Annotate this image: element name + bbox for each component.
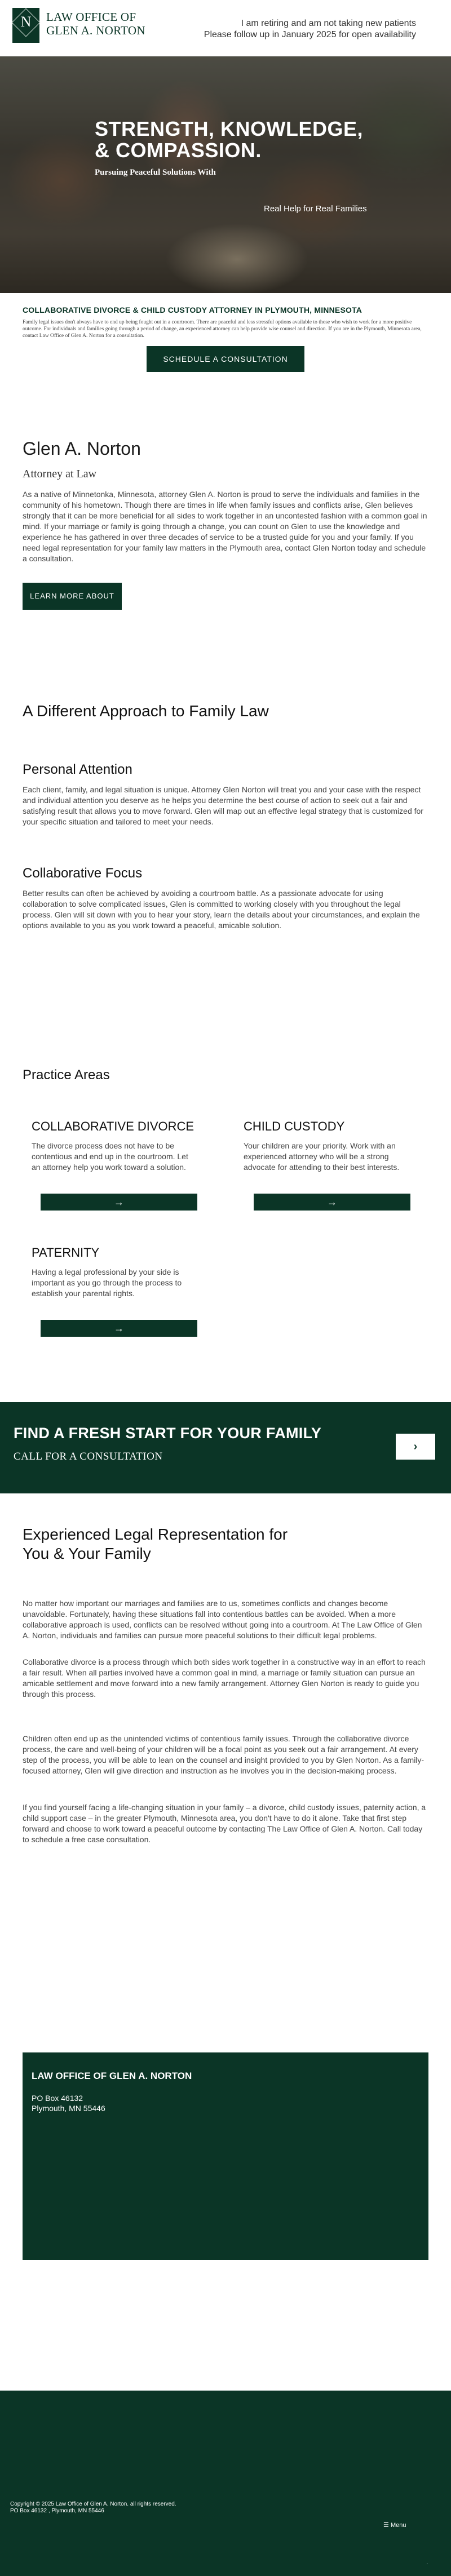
office-address-line-1: PO Box 46132 <box>32 2094 83 2103</box>
hero-title-line-1: STRENGTH, KNOWLEDGE, <box>95 117 363 140</box>
learn-more-button[interactable]: LEARN MORE ABOUT GLEN <box>23 583 122 610</box>
chevron-right-icon: › <box>413 1440 418 1453</box>
practice-card-title: PATERNITY <box>32 1245 100 1260</box>
logo-text[interactable] <box>46 10 145 37</box>
intro-title: COLLABORATIVE DIVORCE & CHILD CUSTODY ATTORNEY IN PLYMOUTH, MINNESOTA <box>23 305 362 314</box>
experienced-paragraph-1: No matter how important our marriages and families are to us, sometimes conflicts and changes become unavoidable. Fortunately, having these situations fall into contentious battles can be avoided. When a more collaborative approach is used, conflicts can be resolved without going into a courtroom. At The Law Office of Glen A. Norton, individuals and families can pursue more peaceful solutions to their difficult legal problems. <box>23 1599 422 1640</box>
menu-icon: ☰ <box>383 2522 389 2529</box>
intro-text: Family legal issues don't always have to end up being fought out in a courtroom. There are peaceful and less stressful options available to those who wish to work for a more positive outcome. For individuals and families going through a period of change, an experienced attorney can help provide wise counsel and direction. If you are in the Plymouth, Minnesota area, contact Law Office of Glen A. Norton for a consultation. <box>23 320 422 339</box>
hero-title-line-2: & COMPASSION. <box>95 139 262 162</box>
experienced-title-line-2: You & Your Family <box>23 1545 151 1562</box>
bio-name: Glen A. Norton <box>23 438 141 459</box>
paternity-arrow-button[interactable] <box>41 1320 197 1337</box>
site-header <box>0 0 451 56</box>
site-footer <box>0 2391 451 2576</box>
experienced-paragraph-2: Collaborative divorce is a process through which both sides work together in a constructive way in an effort to reach a fair result. When all parties involved have a common goal in mind, a marriage or family situation can pursue an amicable settlement and move forward into a new family arrangement. Attorney Glen Norton is ready to guide you through this process. <box>23 1657 426 1699</box>
approach-title: A Different Approach to Family Law <box>23 702 269 720</box>
experienced-title-line-1: Experienced Legal Representation for <box>23 1526 288 1543</box>
hero-title <box>95 118 363 161</box>
hero-banner <box>0 56 451 293</box>
footer-copyright <box>10 2501 176 2515</box>
collaborative-divorce-arrow-button[interactable] <box>41 1194 197 1211</box>
schedule-consultation-button[interactable]: SCHEDULE A CONSULTATION <box>147 346 304 372</box>
menu-label: Menu <box>390 2522 406 2529</box>
experienced-paragraph-3: Children often end up as the unintended victims of contentious family issues. Through the collaborative divorce process, the care and well-being of your children will be a focal point as you seek out a fair arrangement. At every step of the process, you will be able to lean on the counsel and insight provided to you by Glen Norton. As a family-focused attorney, Glen will give direction and instruction as he involves you in the decision-making process. <box>23 1734 425 1775</box>
experienced-paragraph-4: If you find yourself facing a life-changing situation in your family – a divorce, child custody issues, paternity action, a child support case – in the greater Plymouth, Minnesota area, you don't have to do it alone. Take that first step forward and choose to work toward a peaceful outcome by contacting The Law Office of Glen A. Norton. Call today to schedule a free case consultation. <box>23 1803 426 1844</box>
office-address <box>32 2093 105 2113</box>
notice-line-2: Please follow up in January 2025 for open availability <box>204 30 416 39</box>
cta-banner <box>0 1402 451 1493</box>
footer-address: PO Box 46132 , Plymouth, MN 55446 <box>10 2508 104 2514</box>
logo-line-1: LAW OFFICE OF <box>46 10 136 24</box>
practice-card-text: Having a legal professional by your side is important as you go through the process to establish your parental rights. <box>32 1267 182 1298</box>
bio-subtitle: Attorney at Law <box>23 468 97 480</box>
cta-chevron-button[interactable] <box>396 1434 435 1460</box>
practice-card-title: CHILD CUSTODY <box>244 1119 345 1133</box>
cookie-settings-icon[interactable]: ◔ <box>426 2562 428 2566</box>
cta-subtitle: CALL FOR A CONSULTATION <box>14 1451 163 1462</box>
practice-card-text: The divorce process does not have to be contentious and end up in the courtroom. Let an attorney help you work toward a solution. <box>32 1141 188 1172</box>
notice-line-1: I am retiring and am not taking new patients <box>241 19 416 28</box>
collaborative-focus-title: Collaborative Focus <box>23 866 143 881</box>
hero-link[interactable]: Real Help for Real Families <box>264 204 367 214</box>
practice-areas-title: Practice Areas <box>23 1067 110 1083</box>
office-address-line-2: Plymouth, MN 55446 <box>32 2104 105 2113</box>
office-name: LAW OFFICE OF GLEN A. NORTON <box>32 2070 192 2081</box>
logo-line-2: GLEN A. NORTON <box>46 24 145 37</box>
arrow-right-icon: → <box>114 1196 124 1208</box>
cta-title: FIND A FRESH START FOR YOUR FAMILY <box>14 1425 322 1442</box>
logo-icon[interactable] <box>12 8 39 43</box>
retirement-notice <box>204 18 416 41</box>
office-info-box <box>23 2052 428 2260</box>
arrow-right-icon: → <box>327 1196 337 1208</box>
child-custody-arrow-button[interactable] <box>254 1194 410 1211</box>
copyright-text: Copyright © 2025 Law Office of Glen A. Norton. all rights reserved. <box>10 2501 176 2507</box>
hero-overlay <box>0 56 451 293</box>
menu-button[interactable] <box>383 2521 406 2529</box>
experienced-title <box>23 1525 288 1563</box>
collaborative-focus-text: Better results can often be achieved by avoiding a courtroom battle. As a passionate advocate for using collaboration to solve complicated issues, Glen is committed to working closely with you throughout the legal process. Glen will sit down with you to hear your story, learn the details about your circumstances, and explain the options available to you as you work toward a peaceful, amicable solution. <box>23 889 420 930</box>
personal-attention-title: Personal Attention <box>23 762 132 777</box>
practice-card-title: COLLABORATIVE DIVORCE <box>32 1119 194 1133</box>
logo-letter: N <box>20 14 32 30</box>
hero-tagline: Pursuing Peaceful Solutions With <box>95 168 216 177</box>
bio-text: As a native of Minnetonka, Minnesota, attorney Glen A. Norton is proud to serve the individuals and families in the community of his hometown. Though there are times in life when family issues and conflicts arise, Glen believes strongly that it can be more beneficial for all sides to work together in an uncontested fashion with a common goal in mind. If your marriage or family is going through a change, you can count on Glen to use the knowledge and experience he has gathered in over three decades of service to be a trusted guide for you and your family. If you need legal representation for your family law matters in the Plymouth area, contact Glen Norton today and schedule a consultation. <box>23 490 427 563</box>
arrow-right-icon: → <box>114 1323 124 1334</box>
personal-attention-text: Each client, family, and legal situation is unique. Attorney Glen Norton will treat you and your case with the respect and individual attention you deserve as he helps you determine the best course of action to seek out a fair and satisfying result that allows you to move forward. Glen will map out an effective legal strategy that is customized for your specific situation and tailored to meet your needs. <box>23 785 423 826</box>
practice-card-text: Your children are your priority. Work with an experienced attorney who will be a strong advocate for attending to their best interests. <box>244 1141 400 1172</box>
